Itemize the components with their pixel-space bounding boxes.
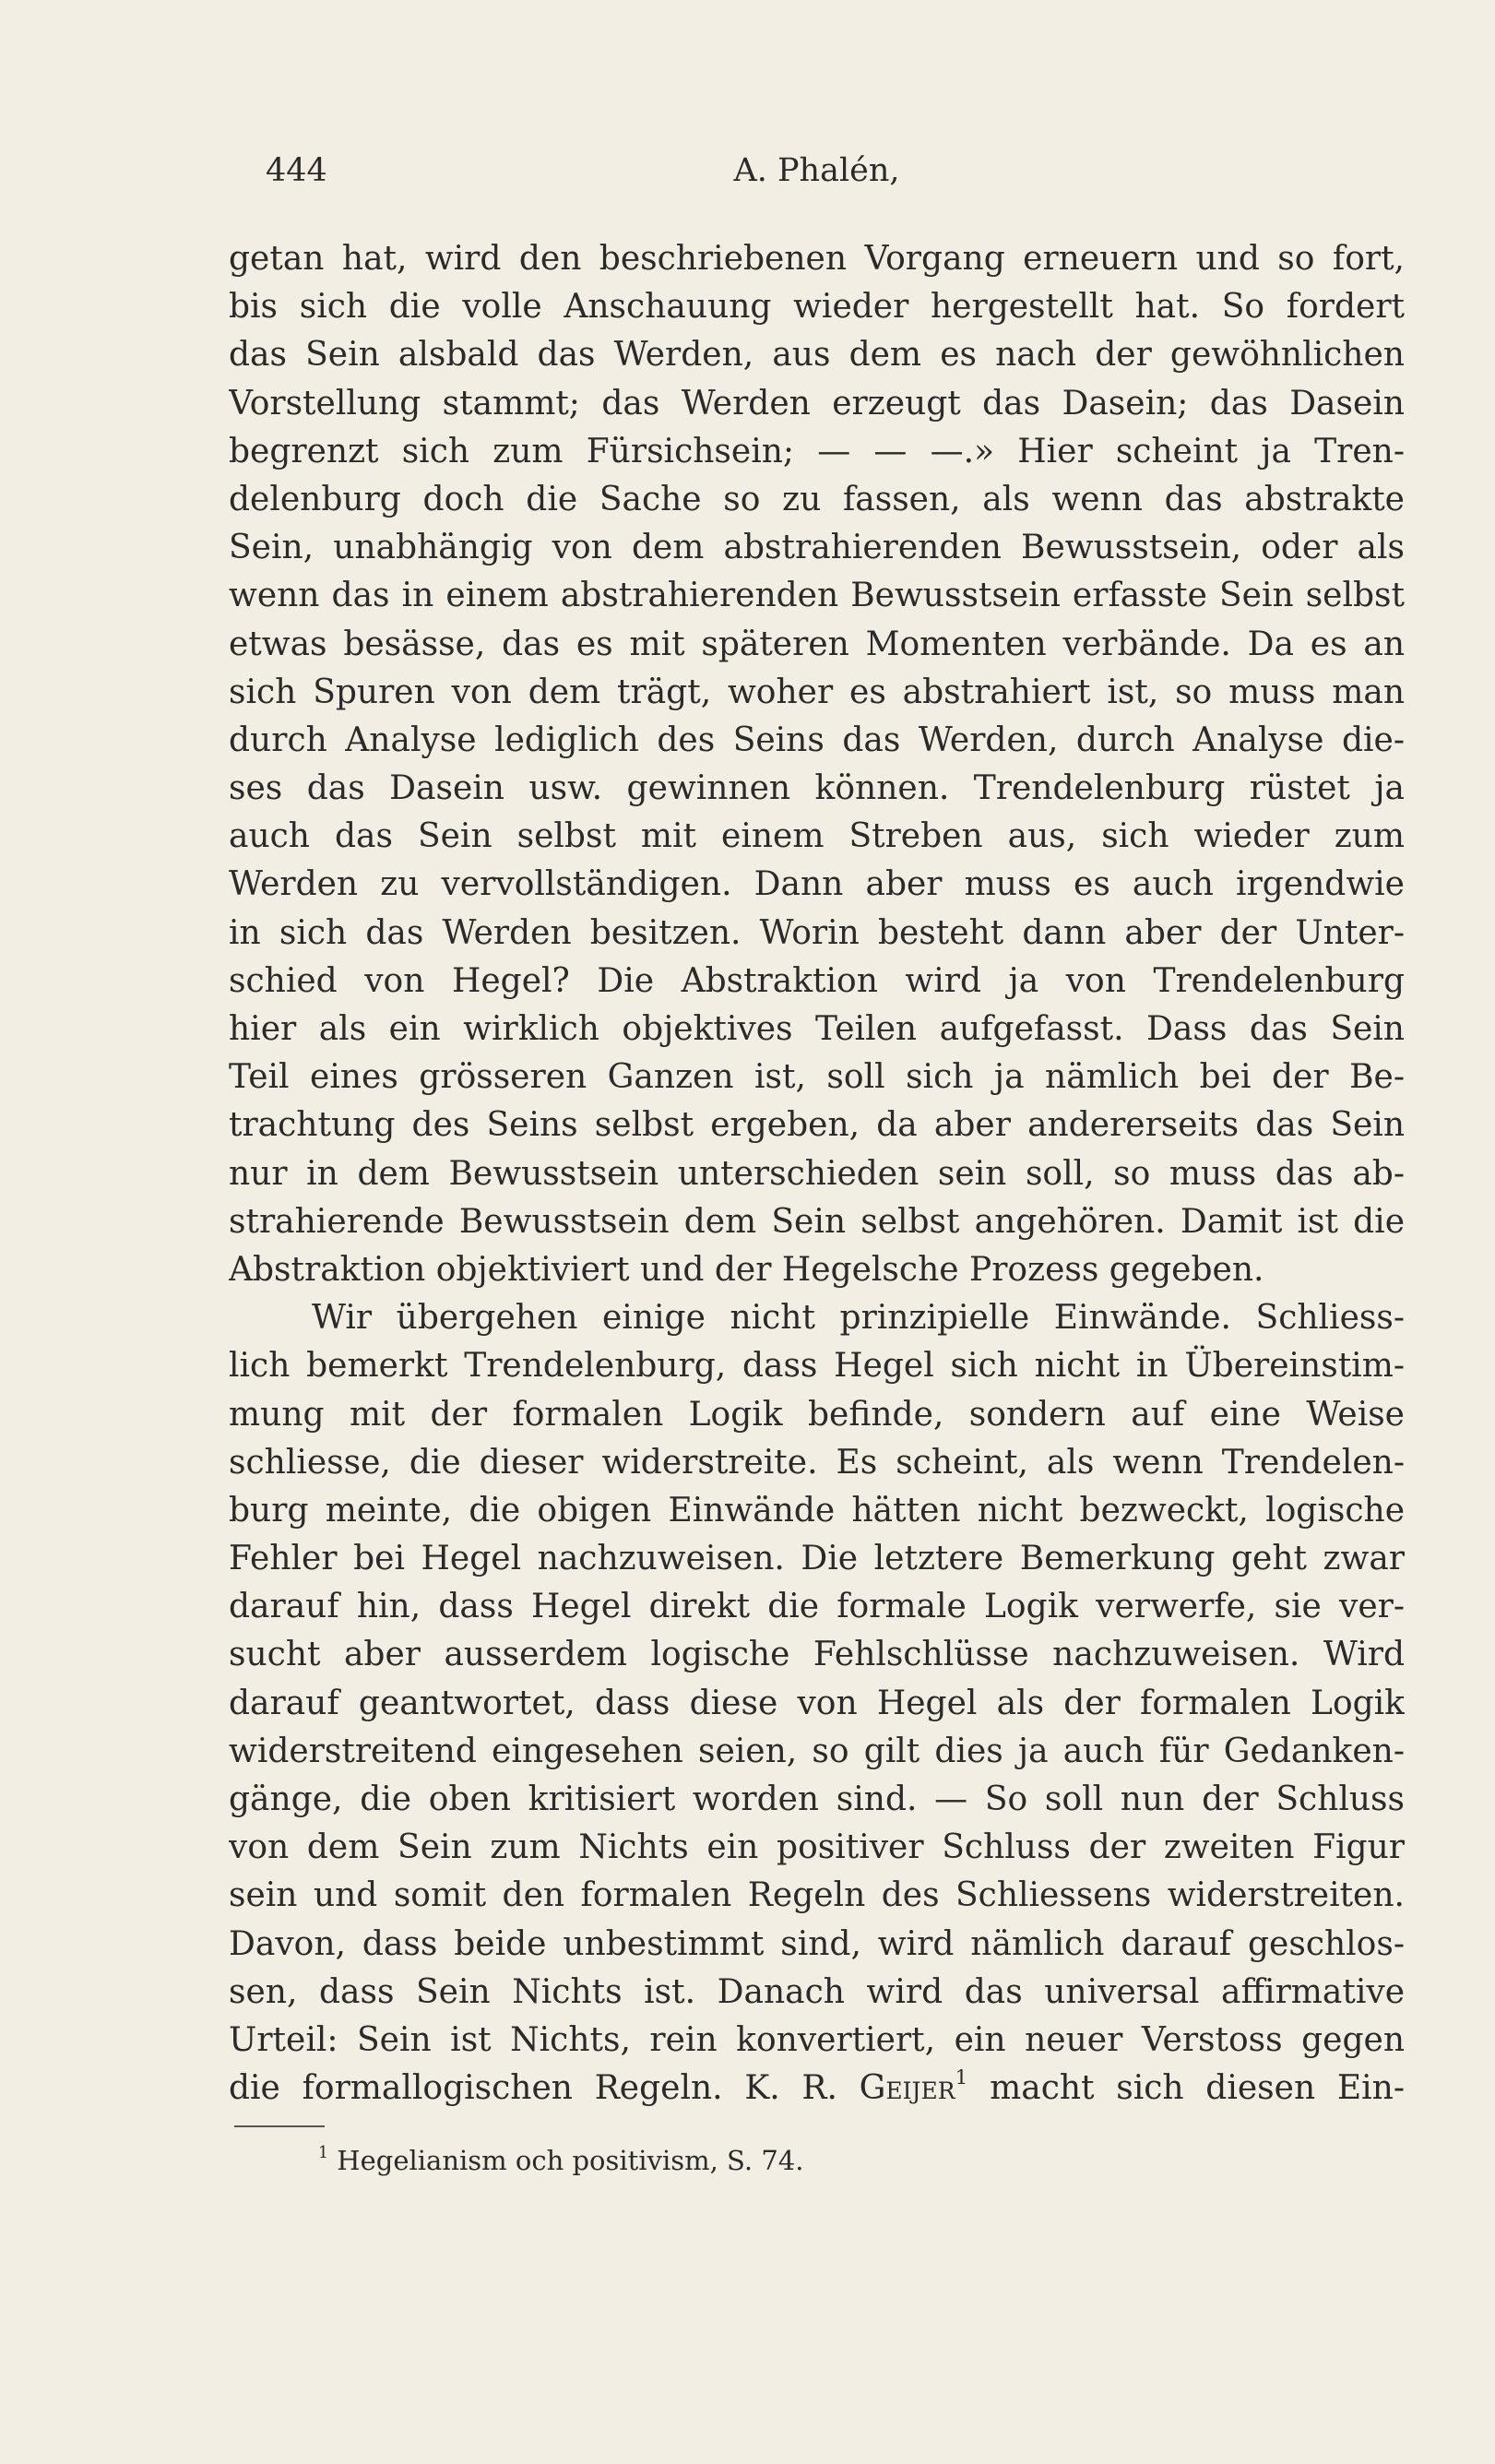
text-line: Werden zu vervollständigen. Dann aber muss es auch irgendwie	[229, 865, 1405, 904]
text-line: Davon, dass beide unbestimmt sind, wird nämlich darauf geschlos-	[229, 1924, 1405, 1963]
text-line: darauf hin, dass Hegel direkt die formale Logik verwerfe, sie ver-	[229, 1588, 1405, 1626]
text-line: bis sich die volle Anschauung wieder hergestellt hat. So fordert	[229, 288, 1405, 327]
text-line: delenburg doch die Sache so zu fassen, als wenn das abstrakte	[229, 480, 1405, 518]
text-line: ses das Dasein usw. gewinnen können. Trendelenburg rüstet ja	[229, 769, 1405, 808]
paragraph-end-line: Abstraktion objektiviert und der Hegelsche Prozess gegeben.	[229, 1250, 1264, 1289]
text-segment: die formallogischen Regeln. K. R.	[229, 2069, 860, 2108]
text-line: Sein, unabhängig von dem abstrahierenden Bewusstsein, oder als	[229, 529, 1405, 567]
author-name: Geijer	[859, 2069, 955, 2108]
text-line: Urteil: Sein ist Nichts, rein konvertiert, ein neuer Verstoss gegen	[229, 2020, 1405, 2059]
body-text	[229, 235, 1405, 2113]
text-line: nur in dem Bewusstsein unterschieden sein soll, so muss das ab-	[229, 1154, 1405, 1193]
text-line: darauf geantwortet, dass diese von Hegel als der formalen Logik	[229, 1684, 1405, 1722]
footnote-text: Hegelianism och positivism, S. 74.	[337, 2145, 804, 2176]
footnote	[318, 2142, 803, 2179]
text-line: auch das Sein selbst mit einem Streben aus, sich wieder zum	[229, 817, 1405, 856]
text-line: Fehler bei Hegel nachzuweisen. Die letztere Bemerkung geht zwar	[229, 1540, 1405, 1578]
text-line: sucht aber ausserdem logische Fehlschlüsse nachzuweisen. Wird	[229, 1636, 1405, 1674]
text-line: in sich das Werden besitzen. Worin besteht dann aber der Unter-	[229, 913, 1405, 952]
text-line: getan hat, wird den beschriebenen Vorgang erneuern und so fort,	[229, 240, 1405, 278]
text-line: lich bemerkt Trendelenburg, dass Hegel sich nicht in Übereinstim-	[229, 1347, 1405, 1386]
text-line: das Sein alsbald das Werden, aus dem es nach der gewöhnlichen	[229, 336, 1405, 375]
text-line: hier als ein wirklich objektives Teilen aufgefasst. Dass das Sein	[229, 1010, 1405, 1048]
text-line: sen, dass Sein Nichts ist. Danach wird das universal affirmative	[229, 1972, 1405, 2011]
text-line: sein und somit den formalen Regeln des Schliessens widerstreiten.	[229, 1876, 1405, 1915]
text-line-with-footnote-ref	[229, 2065, 1405, 2113]
text-line: Vorstellung stammt; das Werden erzeugt das Dasein; das Dasein	[229, 384, 1405, 423]
paragraph-start-line: Wir übergehen einige nicht prinzipielle Einwände. Schliess-	[312, 1299, 1405, 1338]
text-line: durch Analyse lediglich des Seins das Werden, durch Analyse die-	[229, 720, 1405, 759]
text-line: trachtung des Seins selbst ergeben, da aber andererseits das Sein	[229, 1106, 1405, 1145]
text-line: sich Spuren von dem trägt, woher es abstrahiert ist, so muss man	[229, 673, 1405, 711]
text-line: wenn das in einem abstrahierenden Bewusstsein erfasste Sein selbst	[229, 577, 1405, 615]
text-line: begrenzt sich zum Fürsichsein; — — —.» Hier scheint ja Tren-	[229, 432, 1405, 470]
text-line: etwas besässe, das es mit späteren Momenten verbände. Da es an	[229, 625, 1405, 663]
text-line: schied von Hegel? Die Abstraktion wird ja von Trendelenburg	[229, 961, 1405, 1000]
running-title: A. Phalén,	[733, 152, 900, 189]
text-line: burg meinte, die obigen Einwände hätten nicht bezweckt, logische	[229, 1491, 1405, 1530]
page-number: 444	[266, 152, 327, 189]
text-line: strahierende Bewusstsein dem Sein selbst angehören. Damit ist die	[229, 1202, 1405, 1241]
text-line: gänge, die oben kritisiert worden sind. — So soll nun der Schluss	[229, 1780, 1405, 1818]
text-line: Teil eines grösseren Ganzen ist, soll sich ja nämlich bei der Be-	[229, 1058, 1405, 1097]
text-line: widerstreitend eingesehen seien, so gilt dies ja auch für Gedanken-	[229, 1732, 1405, 1770]
text-segment: macht sich diesen Ein-	[967, 2069, 1405, 2108]
footnote-marker: 1	[318, 2143, 329, 2162]
text-line: von dem Sein zum Nichts ein positiver Schluss der zweiten Figur	[229, 1828, 1405, 1867]
footnote-rule	[234, 2125, 325, 2127]
text-line: mung mit der formalen Logik befinde, sondern auf eine Weise	[229, 1395, 1405, 1434]
text-line: schliesse, die dieser widerstreite. Es scheint, als wenn Trendelen-	[229, 1443, 1405, 1482]
footnote-ref[interactable]: 1	[955, 2065, 968, 2089]
running-head	[229, 148, 1405, 194]
